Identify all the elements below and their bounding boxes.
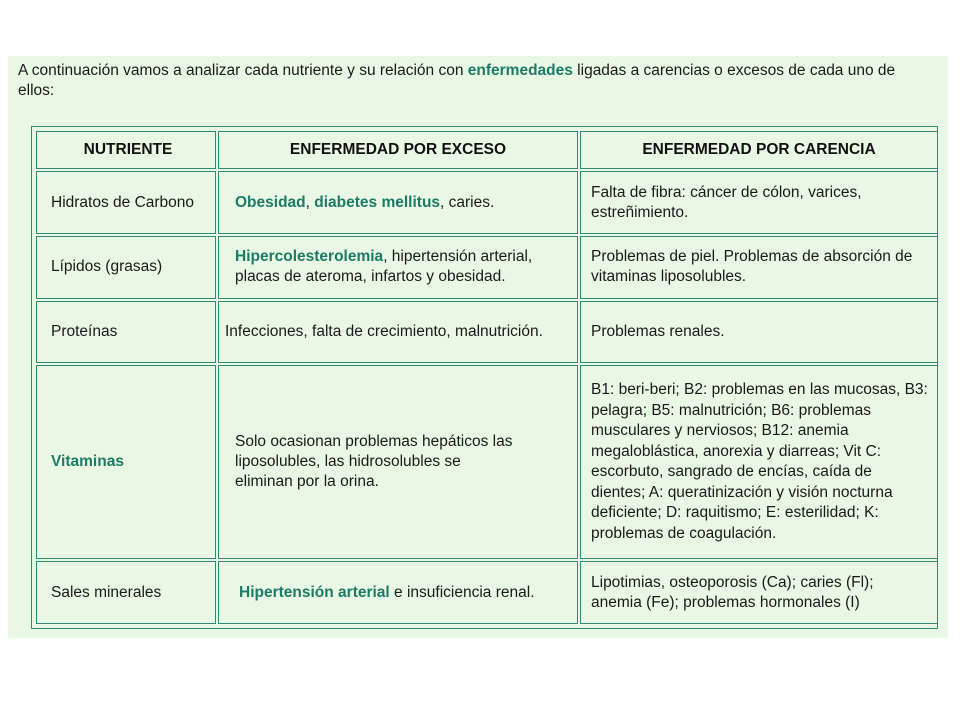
intro-text-before: A continuación vamos a analizar cada nutriente y su relación con [18,62,468,79]
header-carencia: ENFERMEDAD POR CARENCIA [580,131,938,169]
cell-deficiency: Problemas renales. [580,301,938,364]
cell-nutrient: Proteínas [36,301,216,364]
excess-text: , hipertensión arterial, placas de ateroma, infartos y obesidad. [235,248,533,286]
header-exceso: ENFERMEDAD POR EXCESO [218,131,578,169]
table-row-proteinas [36,301,938,364]
cell-nutrient: Sales minerales [36,561,216,624]
table-row-vitaminas [36,365,938,559]
excess-text: , caries. [440,193,495,211]
cell-deficiency: Lipotimias, osteoporosis (Ca); caries (Fl); anemia (Fe); problemas hormonales (I) [580,561,938,624]
cell-deficiency: Problemas de piel. Problemas de absorción de vitaminas liposolubles. [580,236,938,299]
cell-excess [218,236,578,299]
cell-nutrient: Hidratos de Carbono [36,171,216,234]
intro-text-after: ligadas a carencias o excesos de cada uno de ellos: [18,62,896,99]
excess-text: e insuficiencia renal. [389,583,535,601]
nutrient-table-frame [31,126,938,629]
excess-highlight: diabetes mellitus [314,193,441,211]
cell-excess: Infecciones, falta de crecimiento, malnutrición. [218,301,578,364]
table-row-sales [36,561,938,624]
cell-nutrient: Vitaminas [36,365,216,559]
cell-excess [218,171,578,234]
nutrient-disease-table [34,129,940,626]
cell-excess: Solo ocasionan problemas hepáticos las liposolubles, las hidrosolubles se eliminan por la orina. [218,365,578,559]
excess-highlight: Hipertensión arterial [239,583,390,601]
cell-deficiency: B1: beri-beri; B2: problemas en las mucosas, B3: pelagra; B5: malnutrición; B6: problemas musculares y nerviosos; B12: anemia megaloblástica, anorexia y diarreas; Vit C: escorbuto, sangrado de encías, caída de dientes; A: queratinización y visión nocturna deficiente; D: raquitismo; E: esterilidad; K: problemas de coagulación. [580,365,938,559]
excess-separator: , [305,193,315,211]
content-panel [8,56,948,638]
intro-highlight: enfermedades [467,62,573,79]
header-nutriente: NUTRIENTE [36,131,216,169]
intro-paragraph [18,61,918,101]
cell-deficiency: Falta de fibra: cáncer de cólon, varices, estreñimiento. [580,171,938,234]
cell-excess [218,561,578,624]
table-row-hidratos [36,171,938,234]
cell-nutrient: Lípidos (grasas) [36,236,216,299]
excess-highlight: Hipercolesterolemia [235,248,384,266]
table-row-lipidos [36,236,938,299]
table-header-row [36,131,938,169]
excess-highlight: Obesidad [235,193,306,211]
